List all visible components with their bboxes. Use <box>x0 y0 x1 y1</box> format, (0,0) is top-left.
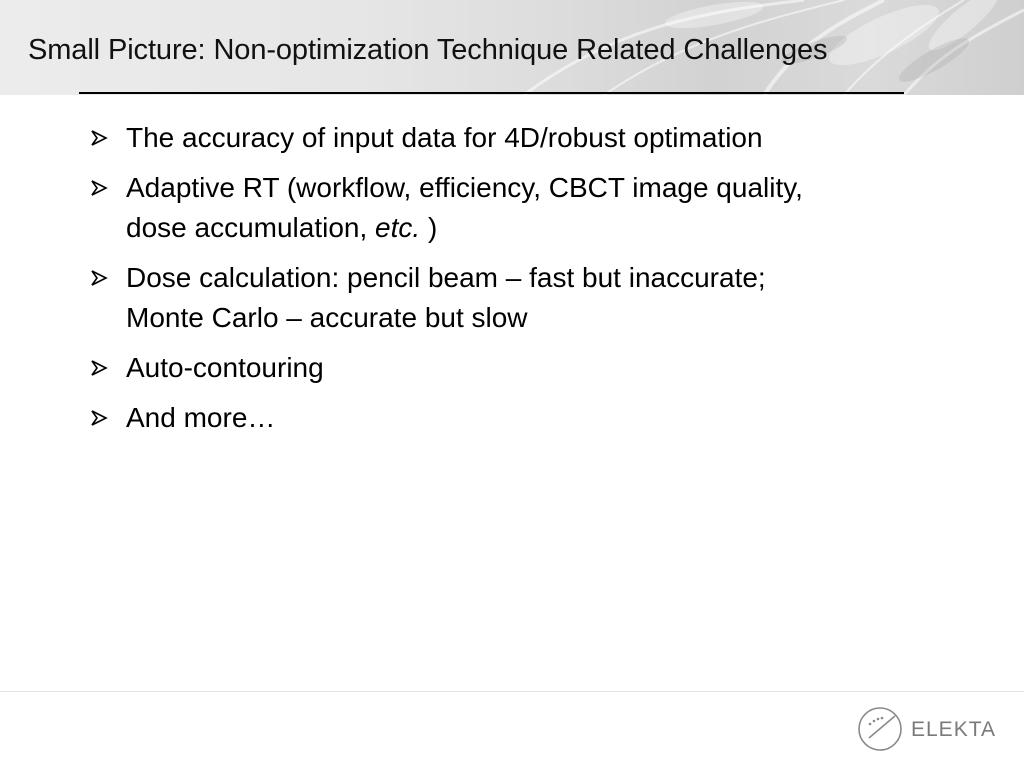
bullet-list <box>88 118 988 448</box>
bullet-text-line2: Monte Carlo – accurate but slow <box>126 302 528 333</box>
bullet-item <box>88 348 988 388</box>
bullet-item <box>88 118 988 158</box>
footer-divider <box>0 691 1024 692</box>
bullet-item <box>88 258 988 338</box>
bullet-text: And more… <box>126 402 276 433</box>
arrowhead-bullet-icon <box>88 398 118 438</box>
bullet-text: Dose calculation: pencil beam – fast but inaccurate; <box>126 262 766 293</box>
arrowhead-bullet-icon <box>88 348 118 388</box>
header-band <box>0 0 1024 95</box>
bullet-text-emphasis: etc. <box>375 212 421 243</box>
bullet-text: The accuracy of input data for 4D/robust optimation <box>126 122 763 153</box>
arrowhead-bullet-icon <box>88 118 118 158</box>
bullet-text-line2-end: ) <box>420 212 438 243</box>
slide-title: Small Picture: Non-optimization Technique Related Challenges <box>28 34 828 66</box>
bullet-text: Auto-contouring <box>126 352 324 383</box>
elekta-logo-text: ELEKTA <box>911 718 996 741</box>
elekta-logo-icon <box>855 704 905 754</box>
bullet-item <box>88 398 988 438</box>
title-underline <box>79 92 904 94</box>
bullet-text-line2: dose accumulation, <box>126 212 376 243</box>
arrowhead-bullet-icon <box>88 168 118 208</box>
bullet-item <box>88 168 988 248</box>
elekta-logo <box>855 704 995 756</box>
bullet-text: Adaptive RT (workflow, efficiency, CBCT image quality, <box>126 172 803 203</box>
arrowhead-bullet-icon <box>88 258 118 298</box>
